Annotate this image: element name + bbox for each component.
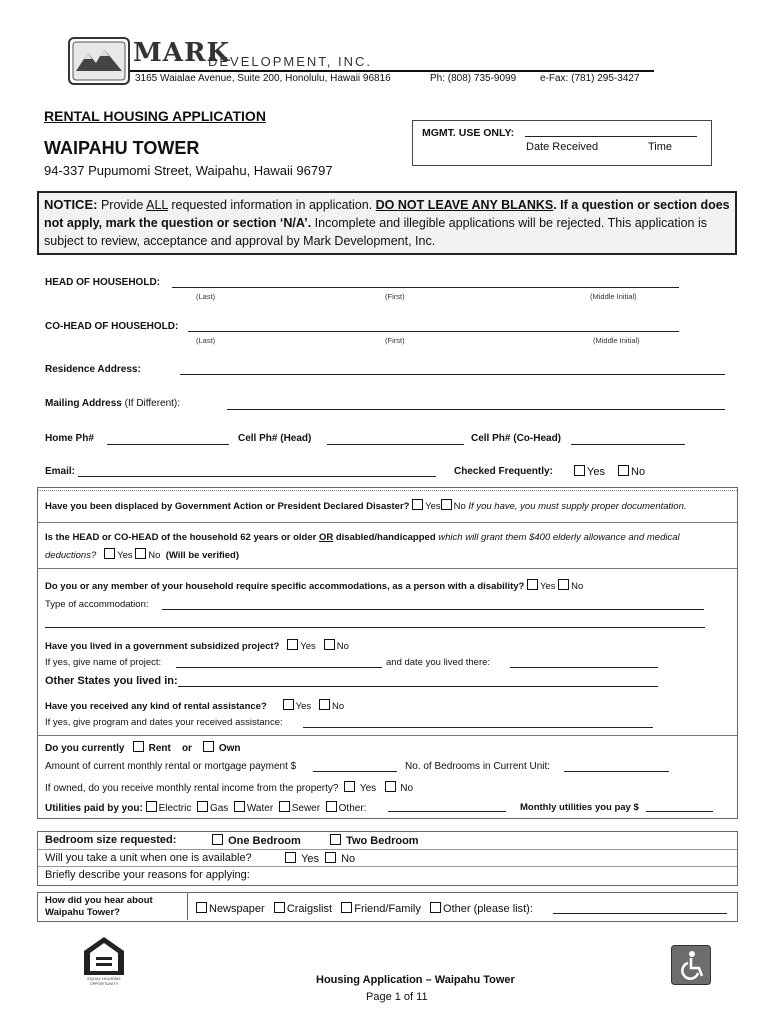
hear-label-2: Waipahu Tower? [45, 907, 120, 918]
header-rule [130, 70, 654, 72]
cell-cohead-field[interactable] [571, 444, 685, 445]
q1-note: If you have, you must supply proper documentation. [465, 501, 687, 512]
mgmt-date-received: Date Received [526, 141, 599, 153]
checkbox-icon[interactable] [203, 741, 214, 752]
bedroom-two-option[interactable] [330, 834, 419, 847]
util-other: Other: [338, 803, 367, 814]
q2-deductions: deductions? [45, 550, 97, 561]
q4-yes: Yes [300, 641, 316, 652]
monthly-util-label: Monthly utilities you pay $ [520, 802, 639, 813]
checkbox-icon[interactable] [330, 834, 341, 845]
q2-verified: (Will be verified) [165, 550, 240, 561]
checkbox-icon[interactable] [135, 548, 146, 559]
q2-line2 [45, 548, 239, 561]
hear-other: Other (please list): [443, 903, 533, 915]
q5-row [45, 699, 344, 712]
head-household-field[interactable] [172, 287, 679, 288]
bedroom-label: Bedroom size requested: [45, 834, 177, 846]
rent-bedrooms-field[interactable] [564, 771, 669, 772]
rent-do-you: Do you currently [45, 743, 125, 754]
form-title: RENTAL HOUSING APPLICATION [44, 108, 266, 124]
brand-subtitle: DEVELOPMENT, INC. [208, 54, 373, 69]
q4-project-field[interactable] [176, 667, 382, 668]
q5-program-label: If yes, give program and dates your received assistance: [45, 717, 283, 728]
checked-no-label: No [631, 466, 646, 478]
q3-type-field[interactable] [162, 609, 704, 610]
mailing-label-bold: Mailing Address [45, 398, 122, 409]
checkbox-icon[interactable] [430, 902, 441, 913]
q4-row [45, 639, 349, 652]
rent-label: Rent [148, 743, 171, 754]
head-middle-caption: (Middle Initial) [590, 292, 637, 301]
checked-frequently-label: Checked Frequently: [454, 466, 553, 477]
rent-owned-no: No [400, 783, 414, 794]
q5-yes: Yes [295, 701, 312, 712]
util-sewer: Sewer [291, 803, 321, 814]
home-phone-field[interactable] [107, 444, 229, 445]
notice-text-1: Provide [100, 198, 147, 212]
checkbox-icon[interactable] [234, 801, 245, 812]
checkbox-icon[interactable] [285, 852, 296, 863]
hear-other-field[interactable] [553, 913, 727, 914]
q3-row [45, 579, 583, 592]
checkbox-icon[interactable] [146, 801, 157, 812]
cell-head-label: Cell Ph# (Head) [238, 433, 312, 444]
checkbox-icon[interactable] [196, 902, 207, 913]
checked-yes-label: Yes [587, 466, 605, 478]
rent-own-row [45, 741, 241, 754]
take-unit-yes-label: Yes [301, 853, 320, 865]
q1-no: No [453, 501, 466, 512]
mailing-field[interactable] [227, 409, 725, 410]
hear-newspaper: Newspaper [209, 903, 265, 915]
footer-title: Housing Application – Waipahu Tower [316, 974, 515, 986]
mgmt-date-field[interactable] [525, 136, 697, 137]
email-label: Email: [45, 466, 76, 477]
checkbox-icon[interactable] [319, 699, 330, 710]
q-sep-2 [38, 568, 737, 569]
q4-dates-field[interactable] [510, 667, 658, 668]
q5-no: No [332, 701, 345, 712]
cohead-household-label: CO-HEAD OF HOUSEHOLD: [45, 321, 179, 332]
mgmt-label: MGMT. USE ONLY: [422, 127, 515, 139]
checkbox-icon[interactable] [325, 852, 336, 863]
q3-text: Do you or any member of your household require specific accommodations, as a person with a disability? [45, 581, 525, 592]
checkbox-icon[interactable] [324, 639, 335, 650]
q2-text-1: Is the HEAD or CO-HEAD of the household 62 years or older [45, 532, 319, 543]
hear-options [196, 902, 533, 915]
brand-name: MARK [133, 38, 231, 68]
checkbox-icon[interactable] [283, 699, 294, 710]
notice-no-blanks: DO NOT LEAVE ANY BLANKS [375, 198, 554, 212]
checkbox-icon[interactable] [274, 902, 285, 913]
mailing-label [45, 398, 180, 409]
checkbox-icon[interactable] [104, 548, 115, 559]
q3-type-label: Type of accommodation: [45, 599, 149, 610]
mailing-label-note: (If Different): [121, 398, 181, 409]
take-unit-row [45, 852, 252, 864]
q5-text: Have you received any kind of rental assistance? [45, 701, 267, 712]
q2-or: OR [318, 532, 334, 543]
util-water: Water [246, 803, 274, 814]
footer-page: Page 1 of 11 [366, 991, 428, 1003]
checkbox-icon[interactable] [279, 801, 290, 812]
q2-text-2: disabled/handicapped [333, 532, 439, 543]
q5-program-field[interactable] [303, 727, 653, 728]
checkbox-icon[interactable] [133, 741, 144, 752]
hear-craigslist: Craigslist [286, 903, 333, 915]
notice-text-2: requested information in application. [167, 198, 376, 212]
checkbox-icon[interactable] [385, 781, 396, 792]
home-phone-label: Home Ph# [45, 433, 94, 444]
rent-owned-row [45, 781, 413, 794]
cell-cohead-label: Cell Ph# (Co-Head) [471, 433, 562, 444]
q2-line1 [45, 532, 680, 543]
property-name: WAIPAHU TOWER [44, 138, 200, 158]
own-label: Own [218, 743, 241, 754]
bedroom-one-label: One Bedroom [228, 835, 301, 847]
cell-head-field[interactable] [327, 444, 464, 445]
head-last-caption: (Last) [196, 292, 216, 301]
checkbox-icon[interactable] [412, 499, 423, 510]
head-household-label: HEAD OF HOUSEHOLD: [45, 277, 160, 288]
notice-all: ALL [146, 198, 168, 212]
checkbox-icon[interactable] [326, 801, 337, 812]
take-unit-no[interactable] [325, 852, 355, 865]
reasons-label: Briefly describe your reasons for applying: [45, 869, 250, 881]
wheelchair-icon [671, 945, 711, 985]
checked-yes-option[interactable] [574, 465, 605, 478]
q-sep-0 [38, 490, 737, 491]
mgmt-time: Time [648, 141, 673, 153]
cohead-first-caption: (First) [385, 336, 405, 345]
checkbox-icon[interactable] [197, 801, 208, 812]
checkbox-icon[interactable] [287, 639, 298, 650]
company-address: 3165 Waialae Avenue, Suite 200, Honolulu, Hawaii 96816 [135, 73, 391, 84]
util-electric: Electric [158, 803, 192, 814]
bedroom-sep-2 [38, 866, 737, 867]
q-sep-3 [38, 735, 737, 736]
checked-no-option[interactable] [618, 465, 645, 478]
bedroom-two-label: Two Bedroom [346, 835, 419, 847]
util-other-field[interactable] [388, 811, 506, 812]
bedroom-one-option[interactable] [212, 834, 301, 847]
q4-other-states-label: Other States you lived in: [45, 675, 178, 687]
checkbox-icon[interactable] [341, 902, 352, 913]
q3-no: No [571, 581, 584, 592]
notice-box [37, 191, 737, 255]
cohead-middle-caption: (Middle Initial) [593, 336, 640, 345]
hear-label-1: How did you hear about [45, 895, 153, 906]
take-unit-label: Will you take a unit when one is available? [45, 852, 252, 864]
rent-owned-yes: Yes [359, 783, 377, 794]
q4-project-label: If yes, give name of project: [45, 657, 162, 668]
q1-row [45, 499, 687, 512]
checkbox-icon[interactable] [344, 781, 355, 792]
cohead-last-caption: (Last) [196, 336, 216, 345]
residence-label: Residence Address: [45, 364, 141, 375]
checkbox-icon[interactable] [618, 465, 629, 476]
checkbox-icon[interactable] [212, 834, 223, 845]
checkbox-icon[interactable] [441, 499, 452, 510]
cohead-household-field[interactable] [188, 331, 679, 332]
property-address: 94-337 Pupumomi Street, Waipahu, Hawaii 96797 [44, 163, 333, 178]
q2-yes: Yes [117, 550, 133, 561]
rent-or: or [181, 743, 192, 754]
notice-text-3: . If a question or section does not apply, mark the question or section ‘N/A’. [44, 198, 730, 230]
accessibility-logo [671, 945, 711, 985]
bedroom-sep-1 [38, 849, 737, 850]
q4-dates-label: and date you lived there: [386, 657, 491, 668]
rent-amount-field[interactable] [313, 771, 397, 772]
q3-type-field-2[interactable] [45, 627, 705, 628]
rent-owned-label: If owned, do you receive monthly rental income from the property? [45, 783, 339, 794]
utilities-row [45, 801, 366, 814]
q1-text: Have you been displaced by Government Action or President Declared Disaster? [45, 501, 410, 512]
checkbox-icon[interactable] [527, 579, 538, 590]
head-first-caption: (First) [385, 292, 405, 301]
q2-text-3: which will grant them $400 elderly allowance and medical [438, 532, 680, 543]
checkbox-icon[interactable] [574, 465, 585, 476]
company-logo [68, 37, 130, 85]
rent-bedrooms-label: No. of Bedrooms in Current Unit: [405, 761, 551, 772]
q1-yes: Yes [425, 501, 441, 512]
q4-no: No [336, 641, 349, 652]
q-sep-1 [38, 522, 737, 523]
rent-amount-label: Amount of current monthly rental or mortgage payment $ [45, 761, 297, 772]
q4-text: Have you lived in a government subsidized project? [45, 641, 280, 652]
monthly-util-field[interactable] [646, 811, 713, 812]
email-field[interactable] [78, 476, 436, 477]
take-unit-yes[interactable] [285, 852, 319, 865]
utilities-label: Utilities paid by you: [45, 803, 143, 814]
q3-yes: Yes [539, 581, 556, 592]
notice-text-4: Incomplete and illegible applications will be rejected. This application is subject to review, acceptance and approval by Mark Development, Inc. [44, 216, 707, 248]
take-unit-no-label: No [341, 853, 356, 865]
company-phone: Ph: (808) 735-9099 [430, 73, 517, 84]
util-gas: Gas [209, 803, 229, 814]
mountain-logo-icon [68, 37, 130, 85]
q4-other-states-field[interactable] [178, 686, 658, 687]
eho-caption: EQUAL HOUSING OPPORTUNITY [87, 976, 121, 986]
bedroom-row [45, 834, 176, 846]
company-efax: e-Fax: (781) 295-3427 [540, 73, 640, 84]
checkbox-icon[interactable] [558, 579, 569, 590]
residence-field[interactable] [180, 374, 725, 375]
q2-no: No [148, 550, 161, 561]
notice-label: NOTICE: [44, 197, 98, 212]
hear-friend: Friend/Family [354, 903, 421, 915]
equal-housing-logo [80, 935, 128, 987]
